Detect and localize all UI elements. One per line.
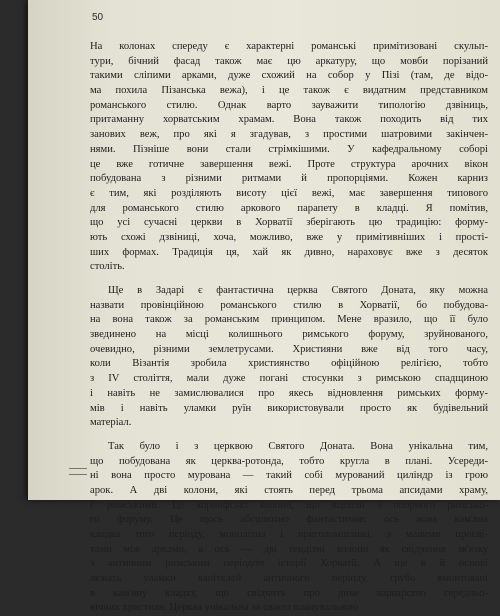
book-page [28,0,500,614]
text-line: для романського стилю аркового парапету в кладці. Я помітив, [90,202,488,214]
text-line: романського стилю. Однак варто зауважити типологію дзвіниць, [90,99,488,111]
margin-rule [69,474,87,475]
body-text [90,40,488,616]
text-line: в кам'яну кладку, що свідчить про дике варварство середньо- [90,587,488,599]
text-line: є тим, які розділяють висоту цієї вежі, має завершення типового [90,187,488,199]
text-line: ших формах. Традиція ця, хай як дивно, нараховує вже з десяток [90,246,488,258]
text-line: тами між арками, а ось — дві тендітні колони як свідчення зв'язку [90,543,488,555]
text-line: Так було і з церквою Святого Доната. Вона унікальна тим, [108,440,488,452]
text-line: на вона також за романським принципом. Мене вразило, що її було [90,314,488,326]
text-line: нями. Пізніше вони стали стрімкішими. У кафедральному соборі [90,143,488,155]
margin-rule-marks [69,468,87,480]
text-line: побудована з різними ритмами й пропорціями. Кожен карниз [90,173,488,185]
text-line: кладка того періоду, монолітна і приголомшлива, з малими просві- [90,529,488,540]
paragraph-gap [90,275,488,284]
text-line: матеріал. [90,417,132,429]
text-line: з IV століття, мали дуже погані стосунки з римською спадщиною [90,373,488,385]
text-line: мів і навіть уламки руїн використовували просто як будівельний [90,402,488,414]
text-line: коли Візантія зробила християнство офіційною релігією, тобто [90,358,488,370]
text-line: назвати провінційною романського стилю в Хорватії, бо побудова- [90,299,488,311]
text-line: що усі сучасні церкви в Хорватії зберігають цю традицію: форму- [90,217,488,229]
paragraph [90,40,488,275]
text-line: з античним римським періодом історії Хорватії. А ще в її основі [90,558,488,570]
text-line: лежать уламки капітелей античного періоду, грубо вмонтовані [90,573,488,585]
text-line: ють схожі дзвіниці, хоча, можливо, вже у примітивніших і прості- [90,231,488,243]
paragraph-gap [90,431,488,440]
text-line: го форуму. Це щось абсолютно фантастичне: ось вона кам'яна [90,514,488,526]
text-line: занових веж, про які я згадував, з простими шатровими закінчен- [90,129,488,141]
text-line: арок. А дві колони, які стоять перед трьома апсидами храму, [90,484,488,496]
text-line: ма похила Пізанська вежа), і це також є видатним представником [90,85,488,97]
text-line: є римськими. Це коринфські колони, що вціліли з опорного римсько- [90,499,488,511]
paragraph [90,440,488,616]
text-line: звединено на місці колишнього римського форуму, зруйнованого, [90,329,488,341]
page-number: 50 [92,12,104,23]
paragraph [90,284,488,431]
margin-rule [69,468,87,469]
text-line: століть. [90,261,125,273]
text-line: притаманну хорватським храмам. Вона також походить від тих [90,114,488,126]
text-line: очевидно, різними землетрусами. Християни вже від того часу, [90,343,488,355]
text-line: тури, бічний фасад також має цю аркатуру, що мовби порізаний [90,55,488,67]
text-line: що побудована як церква-ротонда, тобто кругла в плані. Усереди- [90,455,488,467]
text-line: вічних християн. Церква унікальна за своєю планувальною [90,602,359,614]
text-line: Ще в Задарі є фантастична церква Святого Доната, яку можна [108,285,488,296]
text-line: це вже готичне завершення вежі. Проте структура арочних вікон [90,158,488,170]
text-line: такими сліпими арками, дуже схожий на собор у Пізі (там, де відо- [90,70,488,82]
text-line: і навіть не замислювалися про якесь відновлення римських форму- [90,387,488,399]
text-line: На колонах спереду є характерні романські примітизовані скульп- [90,41,488,52]
text-line: ні вона просто мурована — такий собі мурований циліндр із грою [90,470,488,482]
